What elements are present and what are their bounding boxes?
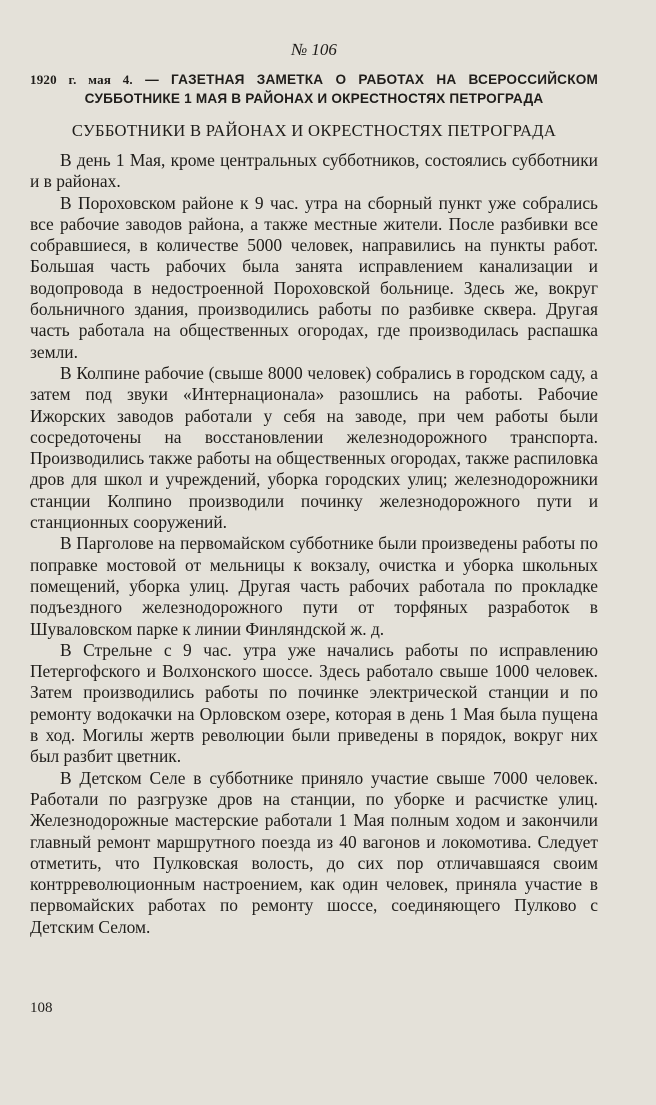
paragraph: В Колпине рабочие (свыше 8000 человек) собрались в городском саду, а затем под звуки «Интернационала» разошлись на работы. Рабочие Ижорских заводов работали у себя на заводе, при чем работы были сосредоточены на восстановлении железнодорожного транспорта. Производились также работы на общественных огородах, также распиловка дров для школ и учреждений, уборка городских улиц; железнодорожники станции Колпино производили починку железнодорожного пути и станционных сооружений. [30, 362, 598, 533]
paragraph: В Парголове на первомайском субботнике были произведены работы по поправке мостовой от мельницы к вокзалу, очистка и уборка школьных помещений, уборка улиц. Другая часть рабочих работала по прокладке подъездного железнодорожного пути от торфяных разработок в Шуваловском парке к линии Финляндской ж. д. [30, 533, 598, 639]
page-number: 108 [30, 1000, 53, 1016]
paragraph: В день 1 Мая, кроме центральных субботников, состоялись субботники и в районах. [30, 150, 598, 192]
document-heading [30, 70, 598, 108]
paragraph: В Пороховском районе к 9 час. утра на сборный пункт уже собрались все рабочие заводов района, а также местные жители. После разбивки все собравшиеся, в количестве 5000 человек, направились на пункты работ. Большая часть рабочих была занята исправлением канализации и водопровода в недостроенной Пороховской больнице. Здесь же, вокруг больничного здания, производились работы по разбивке сквера. Другая часть работала на общественных огородах, где производилась распашка земли. [30, 192, 598, 362]
paragraph: В Детском Селе в субботнике приняло участие свыше 7000 человек. Работали по разгрузке дров на станции, по уборке и расчистке улиц. Железнодорожные мастерские работали 1 Мая полным ходом и закончили главный ремонт маршрутного поезда из 40 вагонов и локомотива. Следует отметить, что Пулковская волость, до сих пор отличавшаяся своим контрреволюционным настроением, как один человек, приняла участие в первомайских работах по ремонту шоссе, соединяющего Пулково с Детским Селом. [30, 767, 598, 937]
heading-text: — ГАЗЕТНАЯ ЗАМЕТКА О РАБОТАХ НА ВСЕРОССИЙСКОМ СУББОТНИКЕ 1 МАЯ В РАЙОНАХ И ОКРЕСТНОСТЯХ ПЕТРОГРАДА [84, 72, 598, 106]
heading-date: 1920 г. мая 4. [30, 72, 133, 87]
article-title: СУББОТНИКИ В РАЙОНАХ И ОКРЕСТНОСТЯХ ПЕТРОГРАДА [71, 121, 557, 140]
document-number: № 106 [291, 40, 337, 59]
paragraph: В Стрельне с 9 час. утра уже начались работы по исправлению Петергофского и Волхонского шоссе. Здесь работало свыше 1000 человек. Затем производились работы по починке электрической станции и по ремонту водокачки на Орловском озере, которая в день 1 Мая была пущена в ход. Могилы жертв революции были приведены в порядок, вокруг них был разбит цветник. [30, 639, 598, 767]
article-body [30, 150, 598, 938]
